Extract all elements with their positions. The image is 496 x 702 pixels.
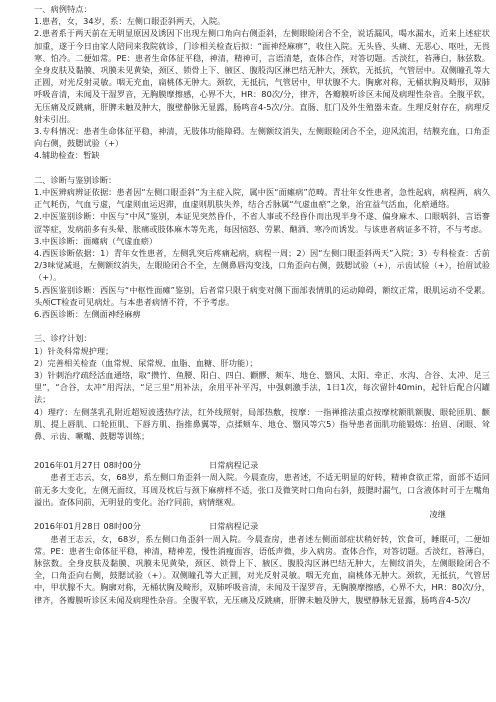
- section-heading-treatment-plan: 三、诊疗计划：: [34, 333, 92, 344]
- paragraph-western-basis: 4.西医诊断依据：1）青年女性患者，左侧乳突后疼痛起病，病程一周；2）因“左侧口眼歪斜两天”入院；3）专科检查：舌前2/3味觉减退，左侧额纹消失，左眼睑闭合不全，左侧鼻唇沟变浅，口角歪向右侧，鼓腮试验（+），示齿试验（+），抬眉试验（+）。: [34, 248, 490, 283]
- record-title: 日常病程记录: [208, 460, 259, 471]
- record-title: 日常病程记录: [208, 521, 259, 532]
- paragraph-western-differential: 5.西医鉴别诊断：西医与“中枢性面瘫”鉴别，后者常只限于病变对侧下面部表情肌的运动障碍，额纹正常，眼肌运动不受累。头颅CT检查可见病灶。与本患者病情不符，不予考虑。: [34, 284, 490, 307]
- paragraph-tcm-basis: 1.中医辨病辨证依据：患者因“左侧口眼歪斜”为主症入院，属中医“面瘫病”范畴。青壮年女性患者，急性起病，病程两，病久正气耗伤，气血亏虚，气虚则血运迟滞，血虚则肌肤失养，结合舌脉属“气虚血瘀”之象，治宜益气活血，化瘀通络。: [34, 187, 490, 210]
- paragraph-auxiliary-tests: 4.辅助检查：暂缺: [34, 150, 100, 161]
- spacer: [34, 162, 490, 174]
- paragraph-tcm-differential: 2.中医鉴别诊断：中医与“中风”鉴别，本证见突然昏仆，不省人事或不经昏仆而出现半身不遂、偏身麻木、口眼㖞斜、言语謇涩等症，发病前多有头晕、胀痛或肢体麻木等先兆，每因恼怒、劳累、酗酒、寒冷而诱发。与该患者病证多不符，不与考虑。: [34, 211, 490, 234]
- record-date: 2016年01月28日 08时00分: [34, 521, 141, 532]
- plan-item-tests: 2）完善相关检查（血常规、尿常规、血脂、血糖、肝功能）；: [34, 357, 258, 368]
- paragraph-patient-summary: 1.患者，女，34岁，系：左侧口眼歪斜两天，入院。: [34, 16, 226, 27]
- record-date: 2016年01月27日 08时00分: [34, 460, 141, 471]
- section-heading-diagnosis: 二、诊断与鉴别诊断：: [34, 174, 117, 185]
- section-heading-case-features: 一、病例特点：: [34, 4, 92, 14]
- spacer: [34, 442, 490, 459]
- record-header: [34, 459, 490, 471]
- plan-item-acupuncture: 3）针刺治疗疏经活血通络，取“攒竹、鱼腰、阳白、四白、颧髎、颊车、地仓、翳风、太阳、牵正、水沟、合谷、太冲、足三里”，“合谷，太冲”用泻法，“足三里”用补法，余用平补平泻，中强刺激手法，1日1次，每次留针40min，起针后配合闪罐法；: [34, 370, 490, 405]
- record-signature: 凌继: [429, 509, 446, 520]
- plan-item-nursing: 1）针灸科常规护理；: [34, 345, 114, 356]
- record-body: 患者王志云，女，68岁，系左侧口角歪斜一周入院。今晨查房，患者述左侧面部症状稍好转，饮食可，睡眠可，二便如常。PE：患者生命体征平稳，神清，精神差，慢性消瘦面容，语低声微，步入病房。查体合作，对答切题。舌淡红，苔薄白，脉弦数。全身皮肤及黏膜、巩膜未见黄染，颈区、锁骨上下、腋区、腹股沟区淋巴结无肿大，左侧纹消失，左侧眼睑闭合不全，口角歪向右侧，鼓腮试验（+）。双侧瞳孔等大正圆，对光反射灵敏。咽无充血，扁桃体无肿大。颈软，无抵抗，气管居中，甲状腺不大。胸廓对称，无桶状胸及畸形，双肺呼吸音清，未闻及干湿罗音，无胸膜摩擦感，心界不大，HR：80次/分，律齐，各瓣膜听诊区未闻及病理性杂音。全腹平软，无压痛及反跳痛，肝脾未触及肿大，腹壁静脉无显露，肠鸣音4-5次/: [34, 533, 490, 605]
- record-header: [34, 520, 490, 532]
- paragraph-tcm-diagnosis: 3.中医诊断：面瘫病（气虚血瘀）: [34, 235, 158, 246]
- paragraph-western-diagnosis: 6.西医诊断：左侧面神经麻痹: [34, 309, 141, 320]
- paragraph-specialist-findings: 3.专科情况：患者生命体征平稳，神清，无肢体功能障碍。左侧额纹消失，左侧眼睑闭合不全，迎风流泪，结膜充血，口角歪向右侧，鼓腮试验（+）: [34, 126, 490, 149]
- plan-item-physiotherapy: 4）理疗：左侧茎乳孔附近超短波透热疗法，红外线照射，局部热敷，按摩：一指禅推法重点按摩枕额肌额腹、眼轮匝肌、颧肌、提上唇肌、口轮匝肌、下唇方肌、指推鼻翼等，点揉颊车、地仓、翳风等穴5）指导患者面肌功能锻炼：抬眉、闭眼、耸鼻、示齿、噘嘴、鼓腮等训练；: [34, 406, 490, 442]
- record-body: 患者王志云，女，68岁，系左侧口角歪斜一周入院。今晨查房，患者述，不适无明显的好转，精神食欲正常，面部不适同前无多大变化，左侧无面纹，耳周及枕后与颈下麻痹样不适，张口及微笑时口角向右斜，鼓腮时漏气，口含液体时可于左嘴角溢出。查体同前，无明显的变化。治疗同前，病情继观。: [34, 472, 490, 507]
- paragraph-history-exam: 2.患者系于两天前在无明显原因及诱因下出现左侧口角向右侧歪斜，左侧眼睑闭合不全，说话漏风，喝水漏水，近来上述症状加重，遂于今日由家人陪同来我院就诊，门诊相关检查后拟：“面神经麻痹”，收住入院。无头昏、头痛、无恶心、呕吐，无畏寒、怕冷。二便如常。PE：患者生命体征平稳，神清，精神可，言语清楚，查体合作，对答切题。舌淡红，苔薄白，脉弦数。全身皮肤及黏膜、巩膜未见黄染，颈区、锁骨上下、腋区、腹股沟区淋巴结无肿大，颈软，无抵抗，气管居中。双侧瞳孔等大正圆，对光反射灵敏。咽无充血，扁桃体无肿大。颈软，无抵抗，气管居中，甲状腺不大。胸廓对称，无桶状胸及畸形，双肺呼吸音清，未闻及干湿罗音，无胸膜摩擦感，心界不大，HR：80次/分，律齐，各瓣膜听诊区未闻及病理性杂音。全腹平软，无压痛及反跳痛，肝脾未触及肿大，腹壁静脉无显露，肠鸣音4-5次/分。直肠、肛门及外生殖器未查。生理反射存在，病理反射未引出。: [34, 28, 490, 124]
- spacer: [34, 320, 490, 332]
